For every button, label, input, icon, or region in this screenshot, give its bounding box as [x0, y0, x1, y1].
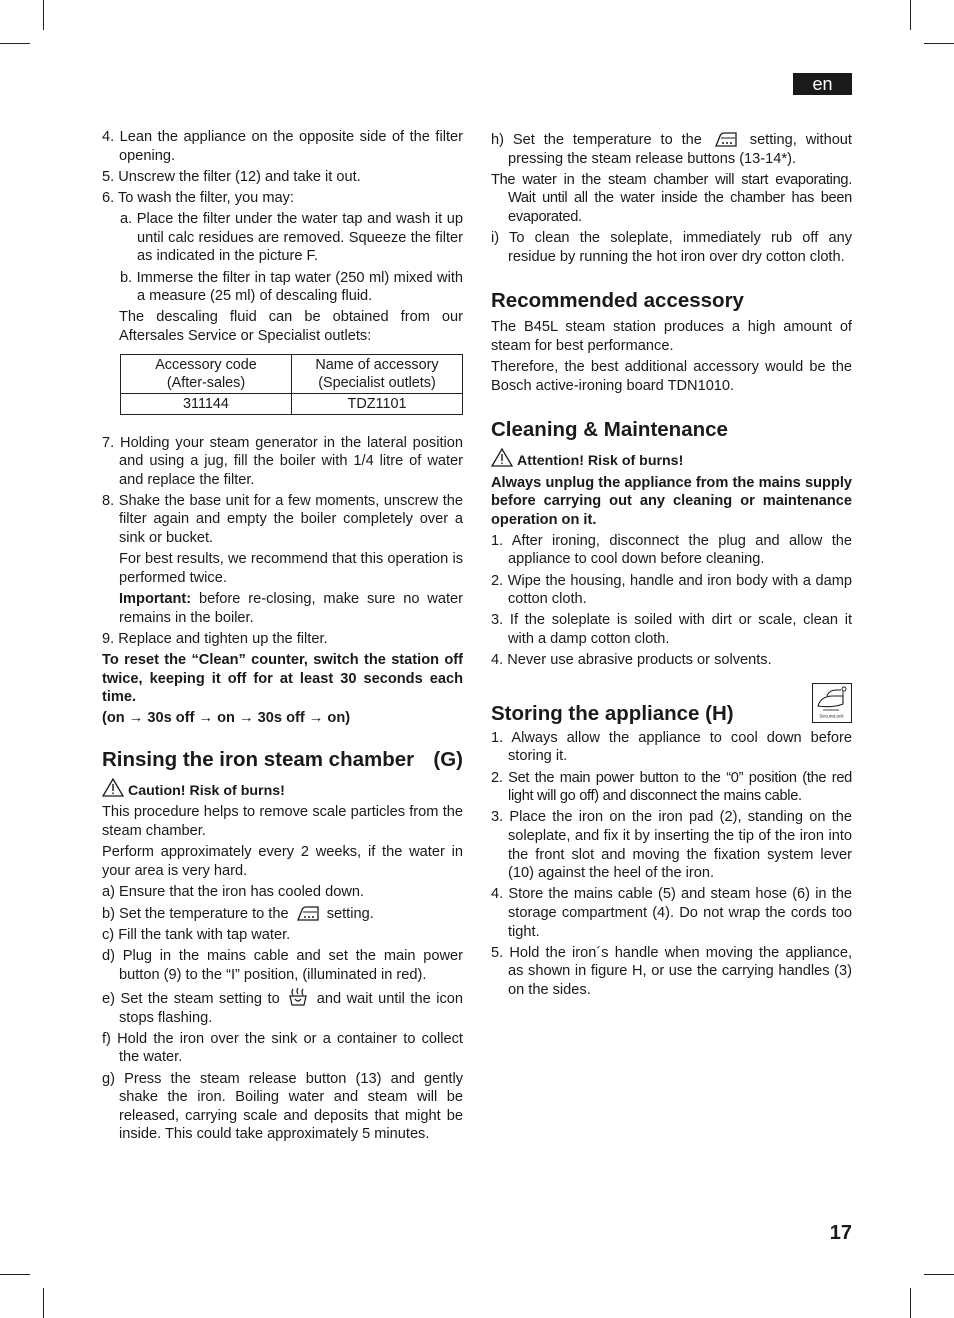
header-text: Accessory code: [155, 356, 257, 373]
list-item: 1. After ironing, disconnect the plug and allow the appliance to cool down before cleaning.: [491, 532, 852, 568]
warning-triangle-icon: [491, 448, 513, 467]
accessory-table: [120, 354, 463, 415]
text: setting.: [326, 905, 374, 922]
crop-mark: [0, 43, 30, 44]
list-item: [102, 987, 463, 1027]
heading-tag: (G): [433, 747, 463, 771]
section-heading: Recommended accessory: [491, 289, 744, 313]
list-item: c) Fill the tank with tap water.: [102, 927, 291, 944]
text: e) Set the steam setting to: [102, 991, 280, 1008]
table-cell: 311144: [121, 393, 292, 414]
table-cell: TDZ1101: [292, 393, 463, 414]
crop-mark: [910, 0, 911, 30]
unplug-warning: Always unplug the appliance from the mains supply before carrying out any cleaning or maintenance operation on it.: [491, 474, 852, 528]
temperature-max-icon: [296, 904, 320, 922]
important-text: before re-closing, make sure no water remains in the boiler.: [119, 591, 463, 626]
page-number: 17: [829, 1222, 852, 1244]
important-label: Important:: [119, 591, 192, 608]
storing-heading-row: [491, 683, 852, 723]
right-column: [491, 130, 852, 1000]
note: For best results, we recommend that this operation is performed twice.: [119, 551, 463, 586]
header-text: Name of accessory: [315, 356, 439, 373]
list-item: 2. Set the main power button to the “0” position (the red light will go off) and disconnect the mains cable.: [491, 769, 852, 805]
list-item: i) To clean the soleplate, immediately rub off any residue by running the hot iron over dry cotton cloth.: [491, 230, 852, 265]
descaling-note: The descaling fluid can be obtained from our Aftersales Service or Specialist outlets:: [119, 309, 463, 344]
text: b) Set the temperature to the: [102, 905, 289, 922]
list-item: f) Hold the iron over the sink or a container to collect the water.: [102, 1030, 463, 1066]
important-note: [102, 590, 463, 627]
attention-warning: [491, 448, 852, 471]
paragraph: Therefore, the best additional accessory would be the Bosch active-ironing board TDN1010.: [491, 359, 852, 394]
language-tab: en: [793, 73, 852, 95]
list-item: a. Place the filter under the water tap and wash it up until calc residues are removed. Squeeze the filter as indicated in the picture F.: [120, 211, 463, 265]
list-item: 5. Hold the iron´s handle when moving the appliance, as shown in figure H, or use the carrying handles (3) on the sides.: [491, 944, 852, 998]
table-header-cell: [121, 354, 292, 393]
text: h) Set the temperature to the: [491, 132, 702, 148]
list-item: [102, 904, 463, 924]
section-heading: [102, 747, 463, 773]
attention-text: Attention! Risk of burns!: [517, 453, 684, 470]
list-item: [491, 130, 852, 168]
crop-mark: [0, 1274, 30, 1275]
temperature-max-icon: [714, 130, 738, 148]
crop-mark: [43, 1288, 44, 1318]
text: and wait until the icon stops flashing.: [119, 991, 463, 1026]
paragraph: Perform approximately every 2 weeks, if the water in your area is very hard.: [102, 843, 463, 879]
list-item: 2. Wipe the housing, handle and iron body with a damp cotton cloth.: [491, 572, 852, 608]
table-header-row: [121, 354, 463, 393]
list-item: 5. Unscrew the filter (12) and take it out.: [102, 168, 361, 185]
list-item: 3. If the soleplate is soiled with dirt or scale, clean it with a damp cotton cloth.: [491, 612, 852, 648]
header-text: (Specialist outlets): [318, 374, 436, 391]
list-item: 4. Never use abrasive products or solvents.: [491, 652, 772, 669]
table-header-cell: [292, 354, 463, 393]
securelock-label: SecureLock: [819, 713, 844, 719]
list-item: d) Plug in the mains cable and set the main power button (9) to the “I” position, (illuminated in red).: [102, 948, 463, 983]
paragraph: The water in the steam chamber will start evaporating. Wait until all the water inside the chamber has been evaporated.: [491, 171, 852, 225]
list-item: g) Press the steam release button (13) and gently shake the iron. Boiling water and steam will be released, carrying scale and deposits that might be inside. This could take approximately 5 minutes.: [102, 1070, 463, 1143]
left-column: [102, 128, 463, 1144]
list-item: 1. Always allow the appliance to cool down before storing it.: [491, 729, 852, 765]
steam-setting-icon: [288, 987, 308, 1007]
list-item: 4. Store the mains cable (5) and steam hose (6) in the storage compartment (4). Do not wrap the cords too tight.: [491, 886, 852, 940]
iron-lock-icon: [813, 684, 850, 721]
crop-mark: [924, 43, 954, 44]
paragraph: The B45L steam station produces a high amount of steam for best performance.: [491, 319, 852, 354]
list-item: a) Ensure that the iron has cooled down.: [102, 883, 365, 900]
caution-text: Caution! Risk of burns!: [128, 782, 285, 799]
list-item: 6. To wash the filter, you may:: [102, 189, 294, 206]
text: setting, without pressing the steam release buttons (13-14*).: [508, 132, 852, 167]
list-item: 4. Lean the appliance on the opposite side of the filter opening.: [102, 129, 463, 164]
paragraph: This procedure helps to remove scale particles from the steam chamber.: [102, 804, 463, 839]
list-item: 8. Shake the base unit for a few moments, unscrew the filter again and empty the boiler completely over a sink or bucket.: [102, 492, 463, 547]
heading-text: Rinsing the iron steam chamber: [102, 747, 415, 771]
section-heading: Storing the appliance (H): [491, 701, 734, 725]
list-item: 7. Holding your steam generator in the lateral position and using a jug, fill the boiler with 1/4 litre of water and replace the filter.: [102, 434, 463, 488]
reset-sequence: (on → 30s off → on → 30s off → on): [102, 710, 351, 727]
warning-triangle-icon: [102, 778, 124, 797]
crop-mark: [43, 0, 44, 30]
caution-warning: [102, 778, 463, 801]
list-item: 9. Replace and tighten up the filter.: [102, 630, 328, 647]
crop-mark: [910, 1288, 911, 1318]
reset-instruction: To reset the “Clean” counter, switch the station off twice, keeping it off for at least 30 seconds each time.: [102, 652, 463, 706]
crop-mark: [924, 1274, 954, 1275]
securelock-icon: [812, 683, 852, 723]
table-row: [121, 393, 463, 414]
list-item: 3. Place the iron on the iron pad (2), standing on the soleplate, and fix it by inserting the tip of the iron into the front slot and moving the fixation system lever (10) against the heel of the iron.: [491, 809, 852, 882]
header-text: (After-sales): [166, 374, 246, 391]
section-heading: Cleaning & Maintenance: [491, 418, 728, 442]
list-item: b. Immerse the filter in tap water (250 ml) mixed with a measure (25 ml) of descaling fluid.: [120, 269, 463, 305]
